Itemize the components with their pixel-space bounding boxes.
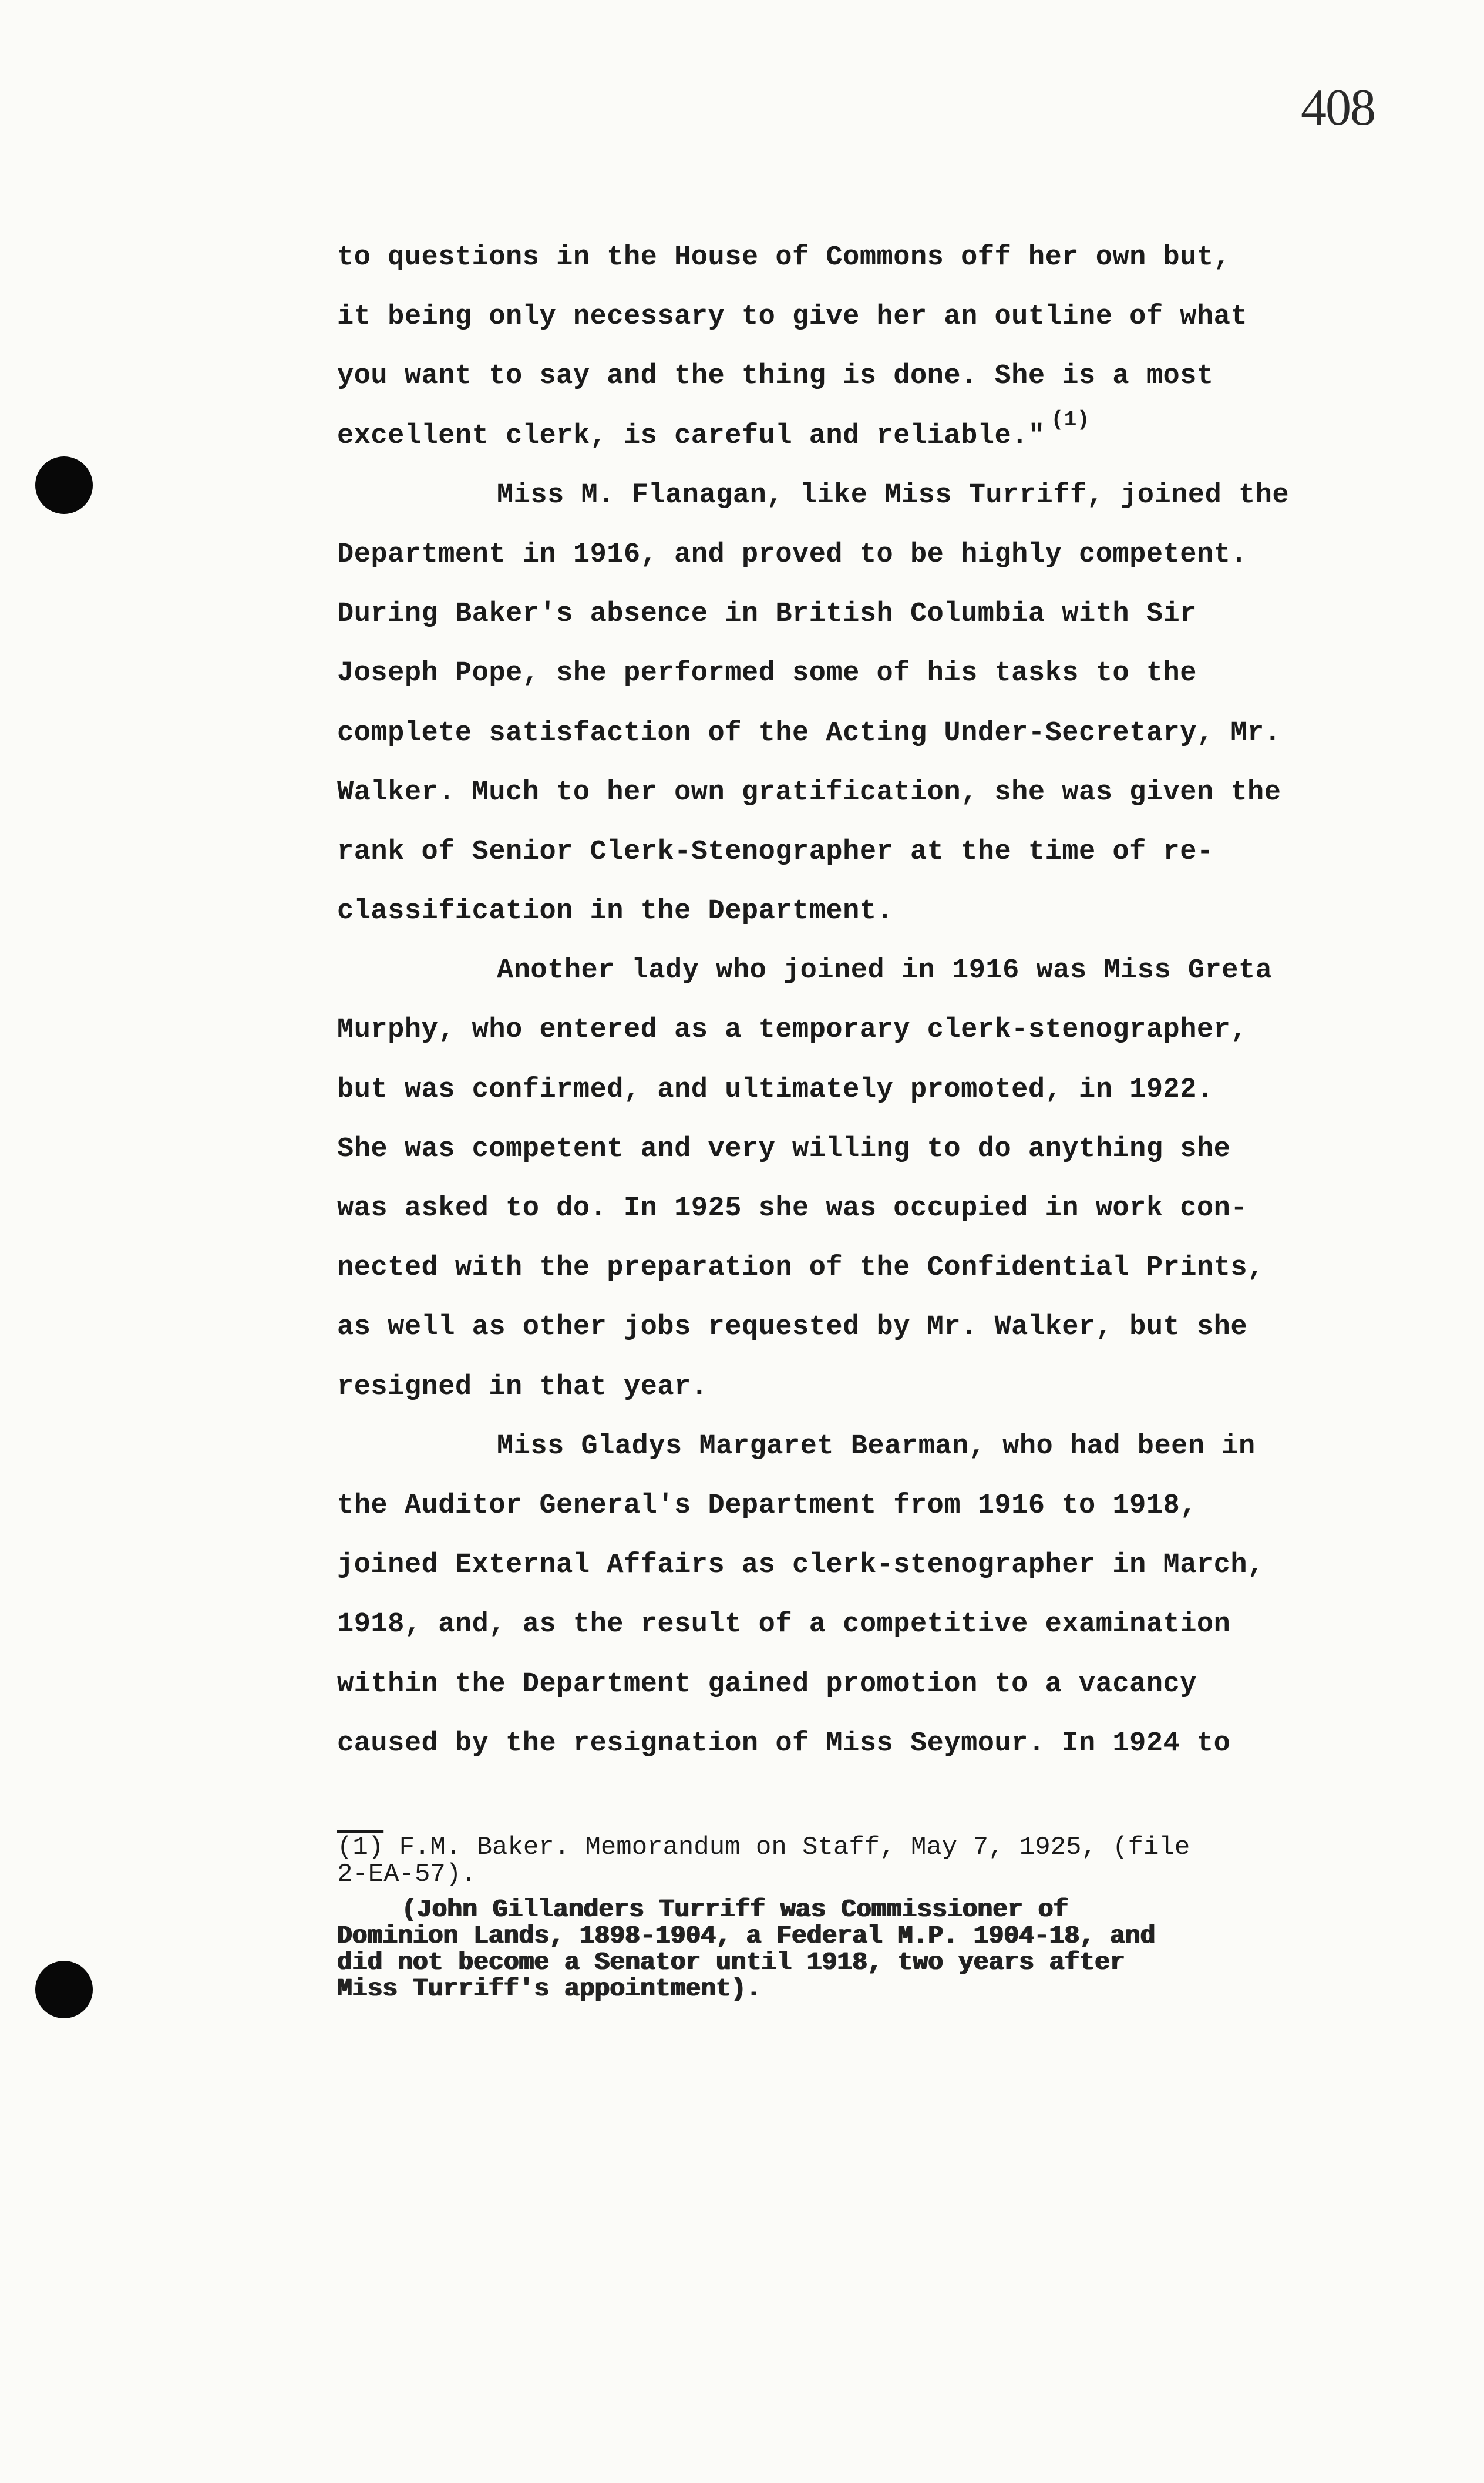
text-line: Joseph Pope, she performed some of his tasks to the	[337, 658, 1197, 690]
text-line: was asked to do. In 1925 she was occupied in work con-	[337, 1193, 1248, 1224]
text-line: within the Department gained promotion to a vacancy	[337, 1668, 1197, 1700]
text-line: Murphy, who entered as a temporary clerk-stenographer,	[337, 1014, 1248, 1046]
footnote-line	[337, 1834, 1347, 1861]
punch-hole-top	[35, 456, 93, 514]
footnote-line: 2-EA-57).	[337, 1860, 477, 1889]
footnote-reference: (1)	[1051, 407, 1090, 432]
text-line: 1918, and, as the result of a competitive examination	[337, 1609, 1231, 1641]
text-line: the Auditor General's Department from 1916 to 1918,	[337, 1490, 1197, 1521]
struck-line: Miss Turriff's appointment).	[337, 1974, 762, 2003]
punch-hole-bottom	[35, 1961, 93, 2018]
struck-out-note	[337, 1896, 1347, 2002]
footnote-marker: (1)	[337, 1833, 384, 1862]
text-line: to questions in the House of Commons off her own but,	[337, 242, 1231, 273]
text-line: complete satisfaction of the Acting Under-Secretary, Mr.	[337, 717, 1281, 749]
text-line: but was confirmed, and ultimately promoted, in 1922.	[337, 1074, 1214, 1106]
text-line: Another lady who joined in 1916 was Miss Greta	[497, 955, 1273, 987]
page-number: 408	[1301, 79, 1375, 136]
text-line: as well as other jobs requested by Mr. Walker, but she	[337, 1312, 1248, 1343]
text-line: Miss Gladys Margaret Bearman, who had been in	[497, 1430, 1256, 1462]
struck-line: Dominion Lands, 1898-1904, a Federal M.P. 1904-18, and	[337, 1921, 1156, 1950]
text-line: During Baker's absence in British Columbia with Sir	[337, 599, 1197, 630]
text-line: caused by the resignation of Miss Seymour. In 1924 to	[337, 1728, 1231, 1759]
text-line: you want to say and the thing is done. She is a most	[337, 361, 1214, 392]
text-line: Walker. Much to her own gratification, she was given the	[337, 777, 1281, 808]
struck-line: did not become a Senator until 1918, two years after	[337, 1948, 1125, 1977]
text-line: She was competent and very willing to do anything she	[337, 1133, 1231, 1165]
text-line-content: excellent clerk, is careful and reliable."	[337, 420, 1045, 452]
struck-line: (John Gillanders Turriff was Commissioner of	[402, 1895, 1069, 1924]
text-line	[337, 406, 1347, 466]
text-line: classification in the Department.	[337, 896, 894, 928]
footnote	[337, 1834, 1347, 1888]
text-line: Department in 1916, and proved to be highly competent.	[337, 539, 1248, 570]
text-line: it being only necessary to give her an outline of what	[337, 301, 1248, 333]
text-line: resigned in that year.	[337, 1371, 708, 1403]
text-line: rank of Senior Clerk-Stenographer at the time of re-	[337, 836, 1214, 868]
text-line: nected with the preparation of the Confidential Prints,	[337, 1252, 1264, 1284]
text-line: Miss M. Flanagan, like Miss Turriff, joined the	[497, 479, 1290, 511]
footnote-text: F.M. Baker. Memorandum on Staff, May 7, 1925, (file	[399, 1833, 1190, 1862]
text-line: joined External Affairs as clerk-stenographer in March,	[337, 1550, 1264, 1581]
body-text	[337, 228, 1347, 1773]
